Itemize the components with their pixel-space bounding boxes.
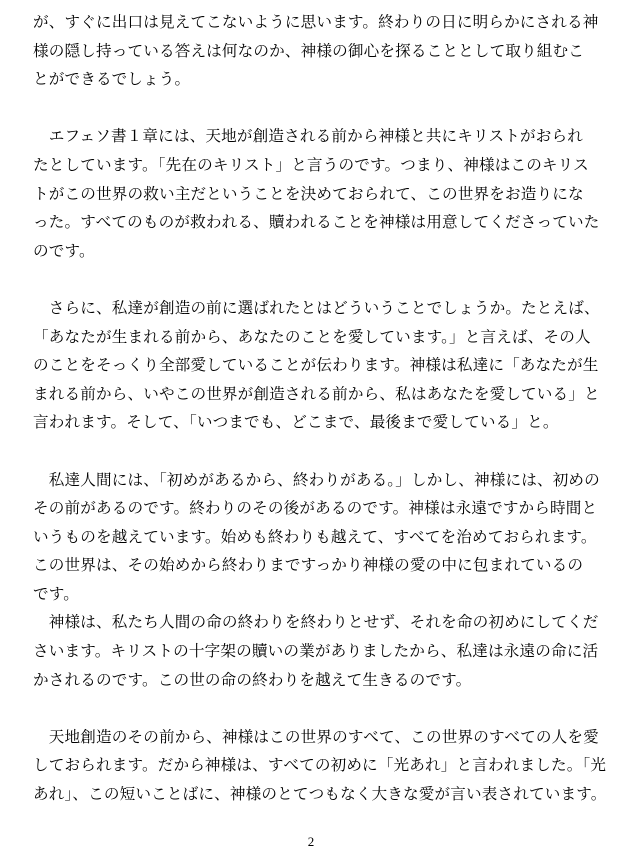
text-line: 言われます。そして、「いつまでも、どこまで、最後まで愛している」と。 [33, 413, 559, 432]
text-line: が、すぐに出口は見えてこないように思います。終わりの日に明らかにされる神 [33, 13, 599, 31]
text-line: とができるでしょう。 [33, 70, 191, 89]
text-line: かされるのです。この世の命の終わりを越えて生きるのです。 [33, 670, 472, 689]
text-line: その前があるのです。終わりのその後があるのです。神様は永遠ですから時間と [33, 499, 598, 518]
document-body [33, 0, 607, 809]
text-line: 天地創造のその前から、神様はこの世界のすべて、この世界のすべての人を愛 [33, 727, 599, 746]
text-line: 「あなたが生まれる前から、あなたのことを愛しています。」と言えば、その人 [33, 327, 591, 346]
text-line: さいます。キリストの十字架の贖いの業がありましたから、私達は永遠の命に活 [33, 642, 599, 661]
text-line: しておられます。だから神様は、すべての初めに「光あれ」と言われました。「光 [33, 756, 607, 775]
text-line: です。 [33, 584, 79, 603]
text-line: 様の隠し持っている答えは何なのか、神様の御心を探ることとして取り組むこ [33, 41, 585, 60]
text-line: のです。 [33, 241, 95, 260]
text-line: いうものを越えています。始めも終わりも越えて、すべてを治めておられます。 [33, 527, 597, 546]
paragraph-gap [33, 694, 593, 723]
text-line: のことをそっくり全部愛していることが伝わります。神様は私達に「あなたが生 [33, 356, 599, 375]
text-line: さらに、私達が創造の前に選ばれたとはどういうことでしょうか。たとえば、 [33, 298, 600, 317]
paragraph-gap [33, 437, 593, 466]
text-line: トがこの世界の救い主だということを決めておられて、この世界をお造りにな [33, 184, 584, 203]
page-number: 2 [307, 834, 315, 849]
paragraph-gap [33, 94, 593, 123]
text-line: あれ」、この短いことばに、神様のとてつもなく大きな愛が言い表されています。 [33, 785, 607, 804]
text-line: この世界は、その始めから終わりまですっかり神様の愛の中に包まれているの [33, 556, 584, 575]
paragraph-gap [33, 265, 593, 294]
text-line: 私達人間には、「初めがあるから、終わりがある。」しかし、神様には、初めの [33, 470, 600, 489]
text-line: たとしています。「先在のキリスト」と言うのです。つまり、神様はこのキリス [33, 155, 589, 174]
text-line: エフェソ書１章には、天地が創造される前から神様と共にキリストがおられ [33, 127, 583, 146]
text-line: まれる前から、いやこの世界が創造される前から、私はあなたを愛している」と [33, 384, 600, 403]
text-line: った。すべてのものが救われる、贖われることを神様は用意してくださっていた [33, 213, 600, 232]
text-line: 神様は、私たち人間の命の終わりを終わりとせず、それを命の初めにしてくだ [33, 613, 599, 632]
